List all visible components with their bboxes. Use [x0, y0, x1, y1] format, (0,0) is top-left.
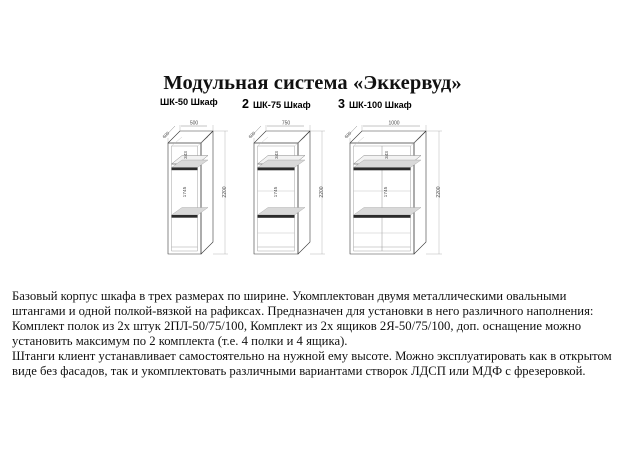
cabinet-1-height-dim: 2200 — [222, 186, 228, 198]
cabinet-1-drawing — [156, 116, 242, 278]
cabinet-3-number: 3 — [338, 97, 345, 111]
cabinet-3-width-dim: 1000 — [388, 120, 400, 127]
description-paragraph-3: Штанги клиент устанавливает самостоятельно на нужной ему высоте. Можно эксплуатировать как в открытом виде без фасадов, так и укомплектовать различными вариантами створок ЛДСП или МДФ с фрезеровкой. — [12, 349, 612, 379]
cabinet-1-main-dim: 1745 — [183, 186, 188, 198]
page-title: Модульная система «Эккервуд» — [163, 72, 462, 94]
cabinet-diagram-1 — [156, 98, 242, 278]
cabinet-1-width-dim: 500 — [189, 120, 199, 127]
cabinet-2-main-dim: 1745 — [274, 186, 279, 198]
cabinet-3-depth-dim: 600 — [343, 130, 353, 140]
cabinet-3-height-dim: 2200 — [436, 186, 442, 198]
cabinet-3-drawing — [338, 116, 480, 278]
cabinet-2-label: ШК-75 Шкаф — [252, 100, 311, 110]
cabinet-1-label: ШК-50 Шкаф — [160, 97, 218, 107]
cabinet-diagram-3 — [338, 98, 480, 278]
cabinet-2-number: 2 — [242, 97, 249, 111]
cabinet-2-top-dim: 343 — [274, 151, 279, 159]
cabinet-diagrams — [150, 98, 480, 278]
cabinet-3-header — [338, 98, 480, 114]
cabinet-1-depth-dim: 600 — [161, 130, 171, 140]
cabinet-3-top-dim: 343 — [384, 151, 389, 159]
cabinet-2-height-dim: 2200 — [319, 186, 325, 198]
cabinet-2-depth-dim: 600 — [247, 130, 257, 140]
description-paragraph-1: Базовый корпус шкафа в трех размерах по ширине. Укомплектован двумя металлическими овальными штангами и одной полкой-вязкой на рафиксах. Предназначен для установки в него различного наполнения: — [12, 289, 594, 319]
cabinet-diagram-2 — [242, 98, 338, 278]
cabinet-3-label: ШК-100 Шкаф — [348, 100, 412, 110]
cabinet-1-header — [156, 98, 242, 114]
cabinet-2-drawing — [242, 116, 338, 278]
cabinet-2-width-dim: 750 — [281, 120, 291, 127]
cabinet-1-top-dim: 343 — [183, 151, 188, 159]
cabinet-3-main-dim: 1745 — [384, 186, 389, 198]
cabinet-2-header — [242, 98, 338, 114]
description-paragraph-2: Комплект полок из 2х штук 2ПЛ-50/75/100, Комплект из 2х ящиков 2Я-50/75/100, доп. оснащение можно установить максимум по 2 комплекта (т.е. 4 полки и 4 ящика). — [12, 319, 582, 349]
product-description — [12, 289, 614, 380]
